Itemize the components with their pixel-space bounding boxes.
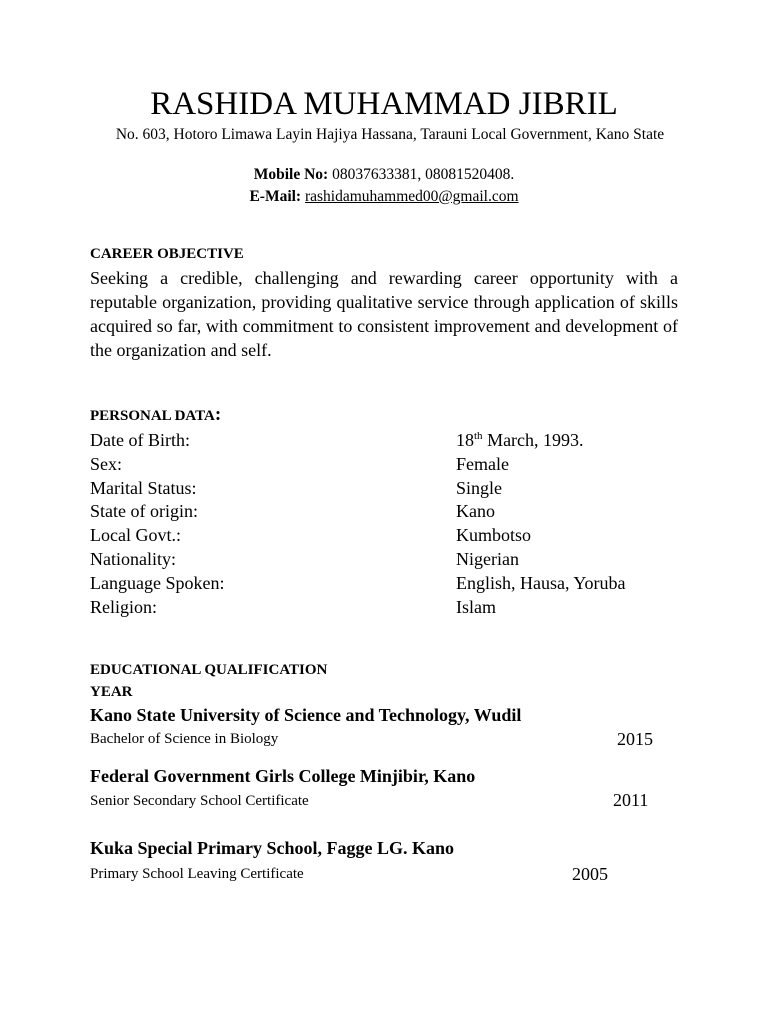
personal-value <box>456 428 584 452</box>
personal-label: State of origin: <box>90 501 198 521</box>
education-school: Kuka Special Primary School, Fagge LG. Kano <box>90 838 455 858</box>
personal-value: Islam <box>456 597 496 617</box>
personal-label: Sex: <box>90 454 123 474</box>
education-heading: EDUCATIONAL QUALIFICATION <box>90 662 328 678</box>
dob-rest: March, 1993. <box>482 430 584 450</box>
personal-value: Female <box>456 454 509 474</box>
personal-label: Nationality: <box>90 549 176 569</box>
address: No. 603, Hotoro Limawa Layin Hajiya Hassana, Tarauni Local Government, Kano State <box>115 126 665 143</box>
education-certificate: Primary School Leaving Certificate <box>90 866 304 882</box>
email-link[interactable]: rashidamuhammed00@gmail.com <box>304 188 519 205</box>
personal-label: Local Govt.: <box>90 525 181 545</box>
education-certificate: Bachelor of Science in Biology <box>90 731 279 747</box>
education-year-heading: YEAR <box>90 684 133 700</box>
personal-value: Kumbotso <box>456 525 532 545</box>
personal-value: Single <box>456 478 503 498</box>
personal-label: Religion: <box>90 597 157 617</box>
education-year: 2015 <box>617 729 653 749</box>
dob-day-suffix: th <box>474 430 483 442</box>
education-year: 2011 <box>613 790 649 810</box>
personal-value: Nigerian <box>456 549 519 569</box>
career-objective-text: Seeking a credible, challenging and rewarding career opportunity with a reputable organization, providing qualitative service through application of skills acquired so far, with commitment to consistent improvement and development of the organization and self. <box>90 268 678 360</box>
career-objective-heading: CAREER OBJECTIVE <box>90 246 244 262</box>
mobile-line <box>0 164 768 186</box>
mobile-value: 08037633381, 08081520408. <box>328 166 515 183</box>
personal-value: Kano <box>456 501 495 521</box>
personal-value: English, Hausa, Yoruba <box>456 573 626 593</box>
education-certificate: Senior Secondary School Certificate <box>90 793 309 809</box>
personal-label: Language Spoken: <box>90 573 225 593</box>
applicant-name: RASHIDA MUHAMMAD JIBRIL <box>150 86 618 122</box>
personal-data-heading-text: PERSONAL DATA <box>90 408 215 424</box>
personal-data-heading <box>90 404 221 426</box>
mobile-label: Mobile No: <box>253 166 329 183</box>
email-line <box>0 186 768 208</box>
education-school: Kano State University of Science and Technology, Wudil <box>90 705 522 725</box>
personal-label: Marital Status: <box>90 478 197 498</box>
education-year: 2005 <box>572 864 608 884</box>
dob-day: 18 <box>456 430 474 450</box>
education-school: Federal Government Girls College Minjibir, Kano <box>90 766 476 786</box>
personal-data-heading-colon: : <box>214 404 222 425</box>
email-label: E-Mail: <box>249 188 302 205</box>
personal-label: Date of Birth: <box>90 430 190 450</box>
